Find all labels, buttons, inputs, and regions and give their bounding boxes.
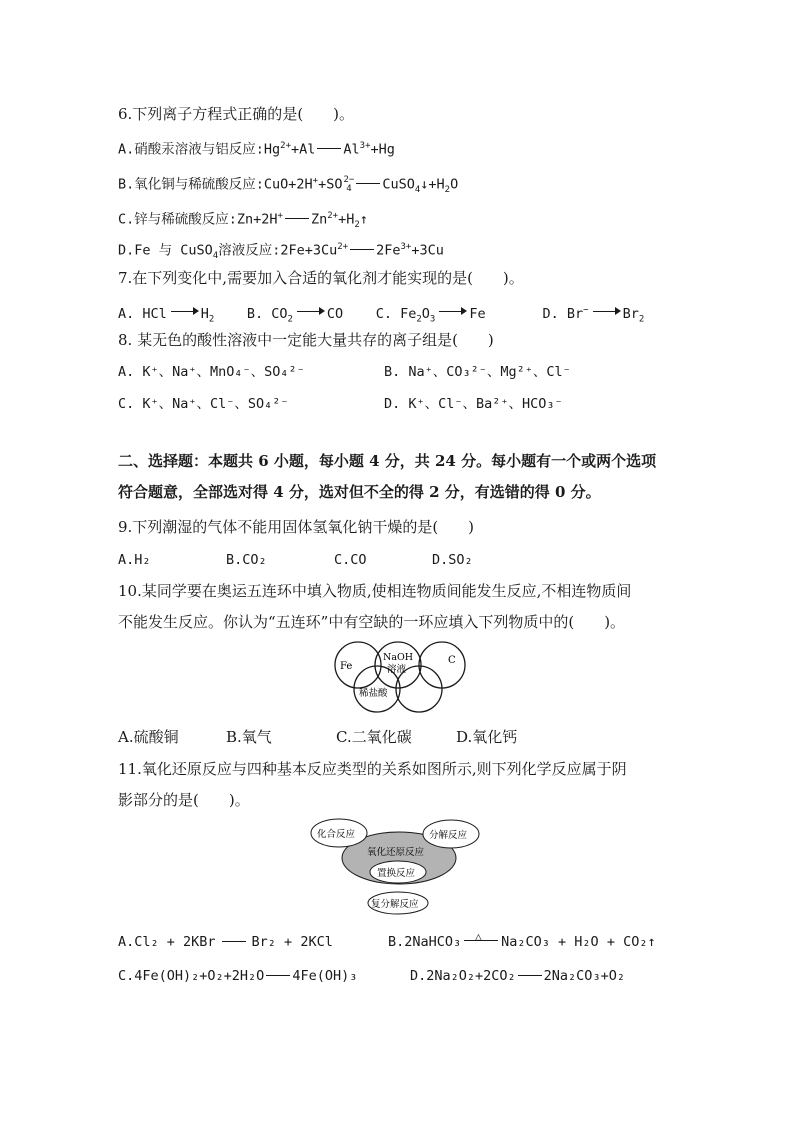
combination-label: 化合反应	[317, 829, 356, 840]
section2-line1: 二、选择题：本题共 6 小题，每小题 4 分，共 24 分。每小题有一个或两个选项	[118, 452, 657, 470]
q6-option-d: D.Fe 与 CuSO$_4$溶液反应$:2Fe+3Cu^{2+}$ $2Fe^{3+}+3Cu$	[118, 242, 444, 262]
ring-c	[419, 642, 465, 688]
q7-options	[118, 300, 644, 329]
q9-option-d: D.SO₂	[432, 552, 473, 568]
q11-stem-line2: 影部分的是( )。	[118, 791, 250, 809]
q10-option-d: D.氧化钙	[456, 728, 518, 746]
olympic-rings-diagram	[318, 640, 478, 718]
q6-stem: 6.下列离子方程式正确的是( )。	[118, 105, 355, 123]
q10-option-b: B.氧气	[226, 728, 272, 746]
q6-option-a: A.硝酸汞溶液与铝反应$:Hg^{2+}+Al$ $Al^{3+}+Hg$	[118, 141, 395, 158]
q10-stem-line1: 10.某同学要在奥运五连环中填入物质,使相连物质间能发生反应,不相连物质间	[118, 582, 632, 600]
q8-option-c: C. K⁺、Na⁺、Cl⁻、SO₄²⁻	[118, 396, 289, 412]
q8-stem: 8. 某无色的酸性溶液中一定能大量共存的离子组是( )	[118, 331, 494, 349]
q7-option-a: A. HCl $H_2$	[118, 305, 215, 325]
replacement-label: 置换反应	[377, 868, 416, 879]
ring-naoh-label: NaOH	[383, 652, 414, 663]
q7-option-c: C. $Fe_2O_3$ Fe	[375, 305, 486, 325]
heat-triangle-icon: △	[475, 929, 482, 943]
ring-c-label: C	[448, 655, 456, 666]
q9-option-a: A.H₂	[118, 552, 151, 568]
q10-stem-line2: 不能发生反应。你认为“五连环”中有空缺的一环应填入下列物质中的( )。	[118, 613, 626, 631]
q8-option-a: A. K⁺、Na⁺、MnO₄⁻、SO₄²⁻	[118, 364, 305, 380]
q10-option-a: A.硫酸铜	[118, 728, 179, 746]
q11-option-a: A.Cl₂ + 2KBr Br₂ + 2KCl	[118, 934, 333, 950]
ring-fe-label: Fe	[340, 661, 353, 672]
section2-line2: 符合题意，全部选对得 4 分，选对但不全的得 2 分，有选错的得 0 分。	[118, 483, 601, 501]
double-decomposition-label: 复分解反应	[371, 899, 419, 910]
q9-option-c: C.CO	[334, 552, 367, 568]
q9-stem: 9.下列潮湿的气体不能用固体氢氧化钠干燥的是( )	[118, 518, 475, 536]
ring-naoh-label2: 溶液	[387, 664, 407, 675]
q7-option-d: D. Br− $Br_2$	[542, 305, 645, 325]
q6-option-b: B.氧化铜与稀硫酸反应:CuO+2H++SO2− 4 $CuSO_4↓+H_2O$	[118, 174, 459, 196]
q7-option-b: B. $CO_2$ CO	[246, 305, 344, 325]
q11-option-b: B.2NaHCO₃ △ Na₂CO₃ + H₂O + CO₂↑	[388, 932, 656, 952]
q8-option-d: D. K⁺、Cl⁻、Ba²⁺、HCO₃⁻	[384, 396, 563, 412]
decomposition-label: 分解反应	[429, 830, 468, 841]
q9-option-b: B.CO₂	[226, 552, 267, 568]
reaction-types-diagram	[308, 814, 492, 916]
q8-option-b: B. Na⁺、CO₃²⁻、Mg²⁺、Cl⁻	[384, 364, 571, 380]
q11-option-c: C.4Fe(OH)₂+O₂+2H₂O 4Fe(OH)₃	[118, 968, 358, 984]
ring-hcl-label: 稀盐酸	[359, 688, 388, 699]
q11-stem-line1: 11.氧化还原反应与四种基本反应类型的关系如图所示,则下列化学反应属于阴	[118, 760, 627, 778]
q6-option-c: C.锌与稀硫酸反应:Zn+2H+ $Zn^{2+}+H_2↑$	[118, 211, 368, 231]
q10-option-c: C.二氧化碳	[336, 728, 412, 746]
redox-label: 氧化还原反应	[367, 847, 425, 858]
q7-stem: 7.在下列变化中,需要加入合适的氧化剂才能实现的是( )。	[118, 269, 524, 287]
q11-option-d: D.2Na₂O₂+2CO₂ 2Na₂CO₃+O₂	[410, 968, 625, 984]
